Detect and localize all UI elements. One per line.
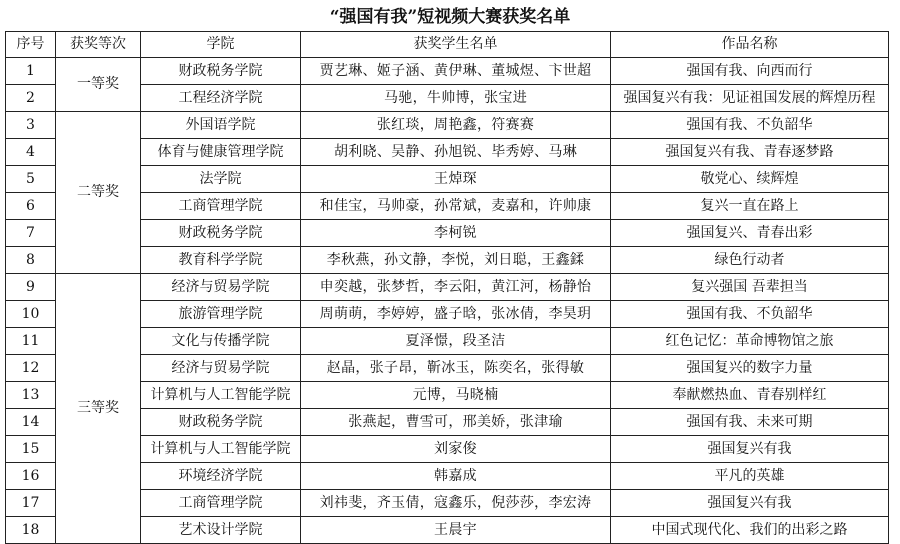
row-index: 17 bbox=[6, 490, 56, 517]
table-body bbox=[6, 58, 889, 544]
row-students: 刘家俊 bbox=[301, 436, 611, 463]
row-index: 4 bbox=[6, 139, 56, 166]
row-work: 复兴强国 吾辈担当 bbox=[611, 274, 889, 301]
award-level: 一等奖 bbox=[56, 58, 141, 112]
row-students: 夏泽憬，段圣洁 bbox=[301, 328, 611, 355]
row-college: 旅游管理学院 bbox=[141, 301, 301, 328]
row-students: 胡利晓、吴静、孙旭锐、毕秀婷、马琳 bbox=[301, 139, 611, 166]
row-students: 李秋燕，孙文静，李悦，刘日聪，王鑫鍒 bbox=[301, 247, 611, 274]
row-students: 王焯琛 bbox=[301, 166, 611, 193]
row-index: 16 bbox=[6, 463, 56, 490]
row-students: 刘祎斐，齐玉倩，寇鑫乐，倪莎莎，李宏涛 bbox=[301, 490, 611, 517]
row-index: 8 bbox=[6, 247, 56, 274]
row-students: 元博，马晓楠 bbox=[301, 382, 611, 409]
row-index: 10 bbox=[6, 301, 56, 328]
row-work: 强国复兴、青春出彩 bbox=[611, 220, 889, 247]
row-students: 张红琰，周艳鑫，符赛赛 bbox=[301, 112, 611, 139]
header-level: 获奖等次 bbox=[56, 32, 141, 58]
row-work: 强国有我、向西而行 bbox=[611, 58, 889, 85]
row-index: 9 bbox=[6, 274, 56, 301]
row-index: 6 bbox=[6, 193, 56, 220]
row-work: 绿色行动者 bbox=[611, 247, 889, 274]
table-row bbox=[6, 58, 889, 85]
row-students: 韩嘉成 bbox=[301, 463, 611, 490]
row-work: 红色记忆：革命博物馆之旅 bbox=[611, 328, 889, 355]
row-college: 外国语学院 bbox=[141, 112, 301, 139]
row-college: 工程经济学院 bbox=[141, 85, 301, 112]
table-row bbox=[6, 112, 889, 139]
row-work: 平凡的英雄 bbox=[611, 463, 889, 490]
row-work: 敬党心、续辉煌 bbox=[611, 166, 889, 193]
row-college: 经济与贸易学院 bbox=[141, 355, 301, 382]
row-college: 计算机与人工智能学院 bbox=[141, 382, 301, 409]
row-index: 1 bbox=[6, 58, 56, 85]
row-students: 周萌萌，李婷婷，盛子晗，张冰倩，李昊玥 bbox=[301, 301, 611, 328]
row-students: 申奕越，张梦哲，李云阳，黄江河，杨静怡 bbox=[301, 274, 611, 301]
row-index: 7 bbox=[6, 220, 56, 247]
row-index: 18 bbox=[6, 517, 56, 544]
row-students: 李柯锐 bbox=[301, 220, 611, 247]
row-students: 和佳宝，马帅豪，孙常斌，麦嘉和，许帅康 bbox=[301, 193, 611, 220]
row-students: 王晨宇 bbox=[301, 517, 611, 544]
row-work: 强国复兴的数字力量 bbox=[611, 355, 889, 382]
header-students: 获奖学生名单 bbox=[301, 32, 611, 58]
row-work: 强国有我、不负韶华 bbox=[611, 301, 889, 328]
row-college: 环境经济学院 bbox=[141, 463, 301, 490]
row-work: 奉献燃热血、青春别样红 bbox=[611, 382, 889, 409]
header-index: 序号 bbox=[6, 32, 56, 58]
row-work: 复兴一直在路上 bbox=[611, 193, 889, 220]
row-students: 贾艺琳、姬子涵、黄伊琳、董城煜、卞世超 bbox=[301, 58, 611, 85]
row-work: 中国式现代化、我们的出彩之路 bbox=[611, 517, 889, 544]
row-college: 经济与贸易学院 bbox=[141, 274, 301, 301]
row-work: 强国有我、不负韶华 bbox=[611, 112, 889, 139]
row-college: 教育科学学院 bbox=[141, 247, 301, 274]
row-college: 体育与健康管理学院 bbox=[141, 139, 301, 166]
row-work: 强国复兴有我、青春逐梦路 bbox=[611, 139, 889, 166]
table-row bbox=[6, 274, 889, 301]
row-work: 强国复兴有我 bbox=[611, 436, 889, 463]
row-work: 强国有我、未来可期 bbox=[611, 409, 889, 436]
row-college: 财政税务学院 bbox=[141, 409, 301, 436]
table-header-row bbox=[6, 32, 889, 58]
row-students: 马驰，牛帅博，张宝进 bbox=[301, 85, 611, 112]
row-college: 财政税务学院 bbox=[141, 58, 301, 85]
row-college: 计算机与人工智能学院 bbox=[141, 436, 301, 463]
row-work: 强国复兴有我：见证祖国发展的辉煌历程 bbox=[611, 85, 889, 112]
row-college: 法学院 bbox=[141, 166, 301, 193]
row-index: 14 bbox=[6, 409, 56, 436]
row-college: 财政税务学院 bbox=[141, 220, 301, 247]
row-index: 13 bbox=[6, 382, 56, 409]
row-college: 工商管理学院 bbox=[141, 193, 301, 220]
row-work: 强国复兴有我 bbox=[611, 490, 889, 517]
row-index: 2 bbox=[6, 85, 56, 112]
header-work: 作品名称 bbox=[611, 32, 889, 58]
header-college: 学院 bbox=[141, 32, 301, 58]
row-college: 工商管理学院 bbox=[141, 490, 301, 517]
row-index: 12 bbox=[6, 355, 56, 382]
row-college: 艺术设计学院 bbox=[141, 517, 301, 544]
row-index: 11 bbox=[6, 328, 56, 355]
row-college: 文化与传播学院 bbox=[141, 328, 301, 355]
row-students: 赵晶，张子昂，靳冰玉，陈奕名，张得敏 bbox=[301, 355, 611, 382]
row-index: 15 bbox=[6, 436, 56, 463]
row-index: 5 bbox=[6, 166, 56, 193]
award-level: 三等奖 bbox=[56, 274, 141, 544]
document-title: “强国有我”短视频大赛获奖名单 bbox=[329, 7, 571, 27]
row-students: 张燕起，曹雪可，邢美娇，张津瑜 bbox=[301, 409, 611, 436]
row-index: 3 bbox=[6, 112, 56, 139]
award-level: 二等奖 bbox=[56, 112, 141, 274]
awards-table bbox=[5, 31, 889, 544]
